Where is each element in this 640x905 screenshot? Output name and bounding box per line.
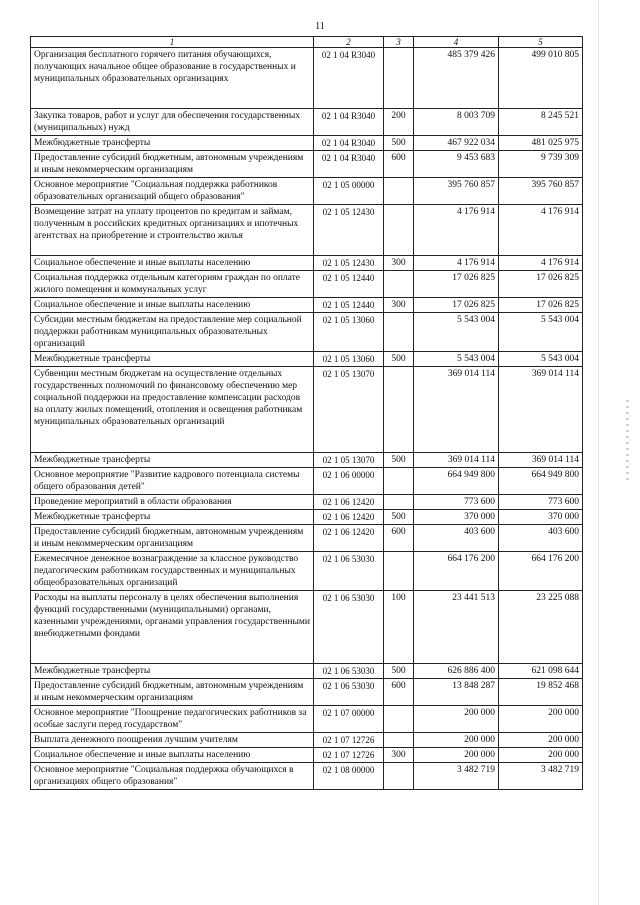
row-name: Социальное обеспечение и иные выплаты населению	[31, 256, 314, 271]
row-name: Межбюджетные трансферты	[31, 136, 314, 151]
table-row	[31, 552, 583, 591]
row-amount-year2: 369 014 114	[499, 453, 583, 468]
row-code: 02 1 07 12726	[314, 733, 384, 748]
table-row	[31, 664, 583, 679]
row-name: Социальная поддержка отдельным категориям граждан по оплате жилого помещения и коммунальных услуг	[31, 271, 314, 298]
row-amount-year1: 200 000	[414, 748, 499, 763]
table-row	[31, 256, 583, 271]
row-amount-year2: 369 014 114	[499, 367, 583, 453]
row-expense-type: 300	[384, 298, 414, 313]
row-code: 02 1 04 R3040	[314, 151, 384, 178]
row-code: 02 1 08 00000	[314, 763, 384, 790]
table-row	[31, 151, 583, 178]
row-amount-year1: 17 026 825	[414, 271, 499, 298]
row-name: Межбюджетные трансферты	[31, 352, 314, 367]
row-name: Субсидии местным бюджетам на предоставление мер социальной поддержки работникам муниципальных образовательных организаций	[31, 313, 314, 352]
row-amount-year2: 200 000	[499, 748, 583, 763]
table-row	[31, 205, 583, 256]
row-code: 02 1 06 12420	[314, 525, 384, 552]
row-amount-year1: 8 003 709	[414, 109, 499, 136]
table-row	[31, 706, 583, 733]
row-amount-year1: 5 543 004	[414, 352, 499, 367]
row-code: 02 1 06 00000	[314, 468, 384, 495]
row-name: Ежемесячное денежное вознаграждение за классное руководство педагогическим работникам государственных и муниципальных общеобразовательных организаций	[31, 552, 314, 591]
table-row	[31, 298, 583, 313]
row-name: Основное мероприятие "Социальная поддержка работников образовательных организаций общего образования"	[31, 178, 314, 205]
budget-table	[30, 36, 583, 790]
row-name: Основное мероприятие "Поощрение педагогических работников за особые заслуги перед государством"	[31, 706, 314, 733]
row-amount-year1: 467 922 034	[414, 136, 499, 151]
table-row	[31, 109, 583, 136]
row-amount-year1: 4 176 914	[414, 205, 499, 256]
row-name: Межбюджетные трансферты	[31, 510, 314, 525]
column-number: 1	[31, 37, 314, 48]
row-amount-year2: 17 026 825	[499, 298, 583, 313]
row-amount-year2: 664 176 200	[499, 552, 583, 591]
table-row	[31, 48, 583, 109]
row-expense-type: 500	[384, 453, 414, 468]
row-expense-type: 100	[384, 591, 414, 664]
row-name: Организация бесплатного горячего питания обучающихся, получающих начальное общее образование в государственных и муниципальных образовательных организациях	[31, 48, 314, 109]
row-amount-year1: 9 453 683	[414, 151, 499, 178]
page-edge-shadow	[598, 0, 599, 905]
table-row	[31, 510, 583, 525]
row-amount-year2: 481 025 975	[499, 136, 583, 151]
row-name: Основное мероприятие "Социальная поддержка обучающихся в организациях общего образования"	[31, 763, 314, 790]
column-number: 4	[414, 37, 499, 48]
row-expense-type	[384, 271, 414, 298]
row-expense-type	[384, 313, 414, 352]
row-amount-year2: 370 000	[499, 510, 583, 525]
row-expense-type	[384, 495, 414, 510]
row-amount-year2: 395 760 857	[499, 178, 583, 205]
row-amount-year2: 5 543 004	[499, 352, 583, 367]
table-row	[31, 271, 583, 298]
row-expense-type	[384, 178, 414, 205]
row-expense-type: 600	[384, 679, 414, 706]
table-row	[31, 495, 583, 510]
row-expense-type	[384, 48, 414, 109]
row-name: Возмещение затрат на уплату процентов по кредитам и займам, полученным в российских кредитных организациях и ипотечных агентствах на приобретение и строительство жилья	[31, 205, 314, 256]
row-code: 02 1 05 12430	[314, 205, 384, 256]
row-name: Проведение мероприятий в области образования	[31, 495, 314, 510]
row-name: Предоставление субсидий бюджетным, автономным учреждениям и иным некоммерческим организациям	[31, 679, 314, 706]
row-expense-type: 500	[384, 352, 414, 367]
row-name: Предоставление субсидий бюджетным, автономным учреждениям и иным некоммерческим организациям	[31, 151, 314, 178]
column-number: 3	[384, 37, 414, 48]
row-amount-year1: 395 760 857	[414, 178, 499, 205]
row-amount-year2: 773 600	[499, 495, 583, 510]
row-amount-year2: 200 000	[499, 706, 583, 733]
row-code: 02 1 04 R3040	[314, 136, 384, 151]
row-amount-year2: 200 000	[499, 733, 583, 748]
row-expense-type: 500	[384, 510, 414, 525]
row-name: Субвенции местным бюджетам на осуществление отдельных государственных полномочий по финансовому обеспечению мер социальной поддержки на предоставление компенсации расходов на оплату жилых помещений, отопления и освещения работникам муниципальных образовательных организаций	[31, 367, 314, 453]
row-amount-year1: 369 014 114	[414, 453, 499, 468]
row-expense-type	[384, 468, 414, 495]
row-code: 02 1 05 12440	[314, 298, 384, 313]
margin-scan-marks	[626, 400, 629, 480]
table-row	[31, 352, 583, 367]
row-amount-year1: 200 000	[414, 733, 499, 748]
row-amount-year2: 3 482 719	[499, 763, 583, 790]
row-expense-type	[384, 552, 414, 591]
row-code: 02 1 07 12726	[314, 748, 384, 763]
row-name: Расходы на выплаты персоналу в целях обеспечения выполнения функций государственными (муниципальными) органами, казенными учреждениями, органами управления государственными внебюджетными фондами	[31, 591, 314, 664]
row-code: 02 1 05 13060	[314, 352, 384, 367]
row-expense-type: 500	[384, 136, 414, 151]
row-amount-year1: 23 441 513	[414, 591, 499, 664]
row-amount-year1: 626 886 400	[414, 664, 499, 679]
row-amount-year2: 17 026 825	[499, 271, 583, 298]
table-row	[31, 313, 583, 352]
row-name: Основное мероприятие "Развитие кадрового потенциала системы общего образования детей"	[31, 468, 314, 495]
row-amount-year1: 3 482 719	[414, 763, 499, 790]
row-amount-year2: 8 245 521	[499, 109, 583, 136]
row-expense-type: 200	[384, 109, 414, 136]
table-row	[31, 733, 583, 748]
row-expense-type: 300	[384, 748, 414, 763]
column-number: 2	[314, 37, 384, 48]
row-name: Выплата денежного поощрения лучшим учителям	[31, 733, 314, 748]
column-number: 5	[499, 37, 583, 48]
row-name: Межбюджетные трансферты	[31, 453, 314, 468]
row-name: Межбюджетные трансферты	[31, 664, 314, 679]
row-expense-type	[384, 733, 414, 748]
row-expense-type: 500	[384, 664, 414, 679]
row-name: Социальное обеспечение и иные выплаты населению	[31, 748, 314, 763]
row-amount-year2: 4 176 914	[499, 205, 583, 256]
row-amount-year1: 403 600	[414, 525, 499, 552]
row-code: 02 1 04 R3040	[314, 48, 384, 109]
row-name: Закупка товаров, работ и услуг для обеспечения государственных (муниципальных) нужд	[31, 109, 314, 136]
page-number: 11	[315, 21, 325, 32]
table-row	[31, 136, 583, 151]
table-row	[31, 178, 583, 205]
row-amount-year1: 664 176 200	[414, 552, 499, 591]
row-code: 02 1 06 12420	[314, 495, 384, 510]
table-row	[31, 453, 583, 468]
row-expense-type: 600	[384, 525, 414, 552]
row-code: 02 1 06 53030	[314, 679, 384, 706]
row-name: Предоставление субсидий бюджетным, автономным учреждениям и иным некоммерческим организациям	[31, 525, 314, 552]
row-amount-year2: 23 225 088	[499, 591, 583, 664]
row-expense-type	[384, 706, 414, 733]
row-amount-year1: 485 379 426	[414, 48, 499, 109]
row-amount-year1: 370 000	[414, 510, 499, 525]
row-amount-year2: 4 176 914	[499, 256, 583, 271]
row-code: 02 1 06 53030	[314, 591, 384, 664]
table-row	[31, 468, 583, 495]
row-expense-type: 300	[384, 256, 414, 271]
table-row	[31, 679, 583, 706]
row-code: 02 1 05 00000	[314, 178, 384, 205]
row-amount-year1: 200 000	[414, 706, 499, 733]
row-amount-year2: 19 852 468	[499, 679, 583, 706]
row-amount-year1: 773 600	[414, 495, 499, 510]
row-amount-year2: 621 098 644	[499, 664, 583, 679]
row-amount-year1: 13 848 287	[414, 679, 499, 706]
row-amount-year1: 17 026 825	[414, 298, 499, 313]
row-amount-year1: 369 014 114	[414, 367, 499, 453]
row-amount-year2: 664 949 800	[499, 468, 583, 495]
table-row	[31, 763, 583, 790]
row-code: 02 1 05 12440	[314, 271, 384, 298]
row-amount-year2: 403 600	[499, 525, 583, 552]
row-amount-year2: 499 010 805	[499, 48, 583, 109]
row-amount-year1: 4 176 914	[414, 256, 499, 271]
row-code: 02 1 05 12430	[314, 256, 384, 271]
row-expense-type: 600	[384, 151, 414, 178]
row-code: 02 1 06 53030	[314, 664, 384, 679]
table-row	[31, 591, 583, 664]
row-amount-year1: 664 949 800	[414, 468, 499, 495]
row-code: 02 1 05 13070	[314, 453, 384, 468]
row-amount-year1: 5 543 004	[414, 313, 499, 352]
table-row	[31, 525, 583, 552]
row-expense-type	[384, 205, 414, 256]
row-code: 02 1 06 53030	[314, 552, 384, 591]
row-code: 02 1 04 R3040	[314, 109, 384, 136]
row-amount-year2: 9 739 309	[499, 151, 583, 178]
row-code: 02 1 06 12420	[314, 510, 384, 525]
row-code: 02 1 07 00000	[314, 706, 384, 733]
table-row	[31, 367, 583, 453]
row-code: 02 1 05 13070	[314, 367, 384, 453]
column-number-row	[31, 37, 583, 48]
row-code: 02 1 05 13060	[314, 313, 384, 352]
table-row	[31, 748, 583, 763]
row-expense-type	[384, 367, 414, 453]
row-expense-type	[384, 763, 414, 790]
row-name: Социальное обеспечение и иные выплаты населению	[31, 298, 314, 313]
row-amount-year2: 5 543 004	[499, 313, 583, 352]
